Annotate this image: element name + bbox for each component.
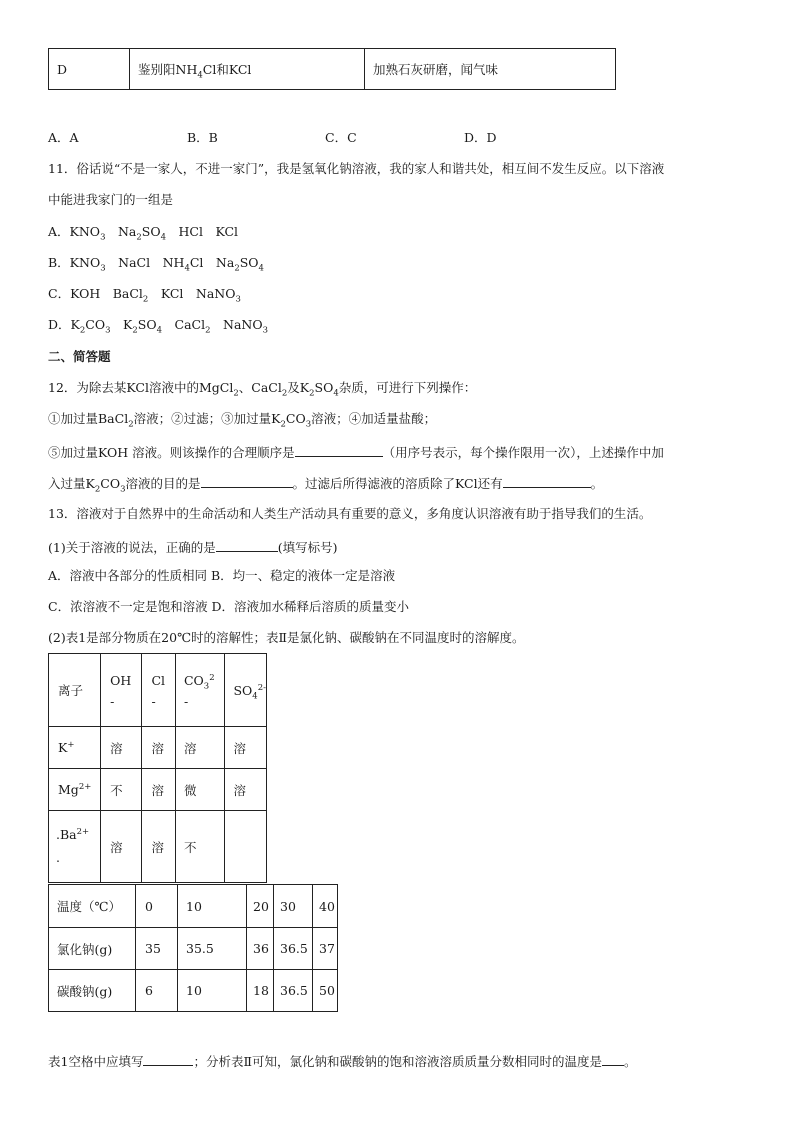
section-heading: 二、简答题 [48, 349, 111, 364]
table1-blank-cell [225, 811, 267, 883]
q12-order-blank[interactable] [295, 444, 383, 457]
q12-steps-line: ①加过量BaCl$_2$溶液；②过滤；③加过量$K_2CO_3$溶液；④加适量盐酸； [48, 411, 437, 430]
q11-stem-line1: 11．俗话说“不是一家人，不进一家门”，我是氢氧化钠溶液，我的家人和谐共处，相互间不发生反应。以下溶液 [48, 161, 665, 176]
q10-table-row-d [48, 48, 616, 90]
q12-purpose-blank[interactable] [201, 475, 293, 488]
table1-header-ion: 离子 [49, 654, 101, 727]
q11-option-c: C．KOH BaCl$_2$ KCl NaNO$_3$ [48, 286, 241, 305]
q11-option-d: D．$K_2CO_3$ $K_2SO_4$ CaCl$_2$ NaNO$_3$ [48, 317, 269, 336]
table2-temp: 0 [136, 885, 178, 928]
table1-cell: 溶 [101, 727, 142, 769]
table2-cell: 35.5 [178, 928, 247, 970]
table1-header-so4: $SO_4^{2-}$ [225, 654, 267, 727]
table2-cell: 35 [136, 928, 178, 970]
table2-temp: 10 [178, 885, 247, 928]
table2-cell: 37 [313, 928, 338, 970]
table1-cell: 溶 [142, 727, 175, 769]
q12-question-line2: 入过量$K_2CO_3$溶液的目的是 。过滤后所得滤液的溶质除了KCl还有 。 [48, 476, 604, 495]
q10-row-method: 加熟石灰研磨，闻气味 [365, 49, 616, 90]
q13-part1-blank[interactable] [216, 539, 278, 552]
table1-cell: 溶 [142, 811, 175, 883]
table1-fill-blank[interactable] [143, 1053, 193, 1066]
q12-question-line1: ⑤加过量KOH 溶液。则该操作的合理顺序是 （用序号表示，每个操作限用一次），上述操作中加 [48, 445, 664, 460]
q10-option-a: A．A [48, 130, 79, 145]
q12-stem-line1: 12．为除去某KCl溶液中的MgCl$_2$、CaCl$_2$及$K_2SO_4$杂质，可进行下列操作： [48, 380, 477, 399]
q11-option-b: B．$KNO_3$ NaCl $NH_4Cl$ $Na_2SO_4$ [48, 255, 264, 274]
table1-cell: 不 [175, 811, 225, 883]
q10-option-b: B．B [187, 130, 218, 145]
table1-ion-k: K+ [49, 727, 101, 769]
table2-row-name: 氯化钠(g) [49, 928, 136, 970]
solubility-table [48, 653, 267, 883]
temperature-blank[interactable] [602, 1053, 624, 1066]
table1-cell: 微 [175, 769, 225, 811]
table2-temp-label: 温度（℃） [49, 885, 136, 928]
table2-temp: 20 [247, 885, 274, 928]
q11-option-a: A．$KNO_3$ $Na_2SO_4$ HCl KCl [48, 224, 239, 243]
q10-option-c: C．C [325, 130, 357, 145]
q10-row-purpose: 鉴别阳$NH_4Cl$和KCl [130, 49, 365, 90]
temperature-table [48, 884, 338, 1012]
table1-header-co3: $CO_3^2$ - [175, 654, 225, 727]
table2-cell: 50 [313, 970, 338, 1012]
table2-temp: 30 [274, 885, 313, 928]
table1-header-oh: OH - [101, 654, 142, 727]
table1-cell: 溶 [142, 769, 175, 811]
table1-cell: 不 [101, 769, 142, 811]
table2-cell: 6 [136, 970, 178, 1012]
table2-cell: 36 [247, 928, 274, 970]
table2-temp: 40 [313, 885, 338, 928]
q13-options-ab: A．溶液中各部分的性质相同 B．均一、稳定的液体一定是溶液 [48, 568, 396, 583]
q13-part2: (2)表1是部分物质在20℃时的溶解性；表Ⅱ是氯化钠、碳酸钠在不同温度时的溶解度。 [48, 630, 525, 645]
table2-row-name: 碳酸钠(g) [49, 970, 136, 1012]
table1-ion-ba: $.Ba^{2+}$ . [49, 811, 101, 883]
table1-cell: 溶 [101, 811, 142, 883]
table2-cell: 18 [247, 970, 274, 1012]
table1-header-cl: Cl - [142, 654, 175, 727]
table1-cell: 溶 [175, 727, 225, 769]
q13-final-line: 表1空格中应填写 ；分析表Ⅱ可知，氯化钠和碳酸钠的饱和溶液溶质质量分数相同时的温度是 。 [48, 1054, 637, 1069]
table2-cell: 10 [178, 970, 247, 1012]
q11-stem-line2: 中能进我家门的一组是 [48, 192, 174, 207]
q13-part1: (1)关于溶液的说法，正确的是 (填写标号) [48, 540, 338, 555]
table2-cell: 36.5 [274, 970, 313, 1012]
q13-options-cd: C．浓溶液不一定是饱和溶液 D．溶液加水稀释后溶质的质量变小 [48, 599, 410, 614]
q12-solute-blank[interactable] [503, 475, 591, 488]
table1-ion-mg: $Mg^{2+}$ [49, 769, 101, 811]
table2-cell: 36.5 [274, 928, 313, 970]
table1-cell: 溶 [225, 727, 267, 769]
q13-intro: 13．溶液对于自然界中的生命活动和人类生产活动具有重要的意义，多角度认识溶液有助于指导我们的生活。 [48, 506, 652, 521]
q10-option-d: D．D [464, 130, 497, 145]
table1-cell: 溶 [225, 769, 267, 811]
q10-row-letter: D [49, 49, 130, 90]
